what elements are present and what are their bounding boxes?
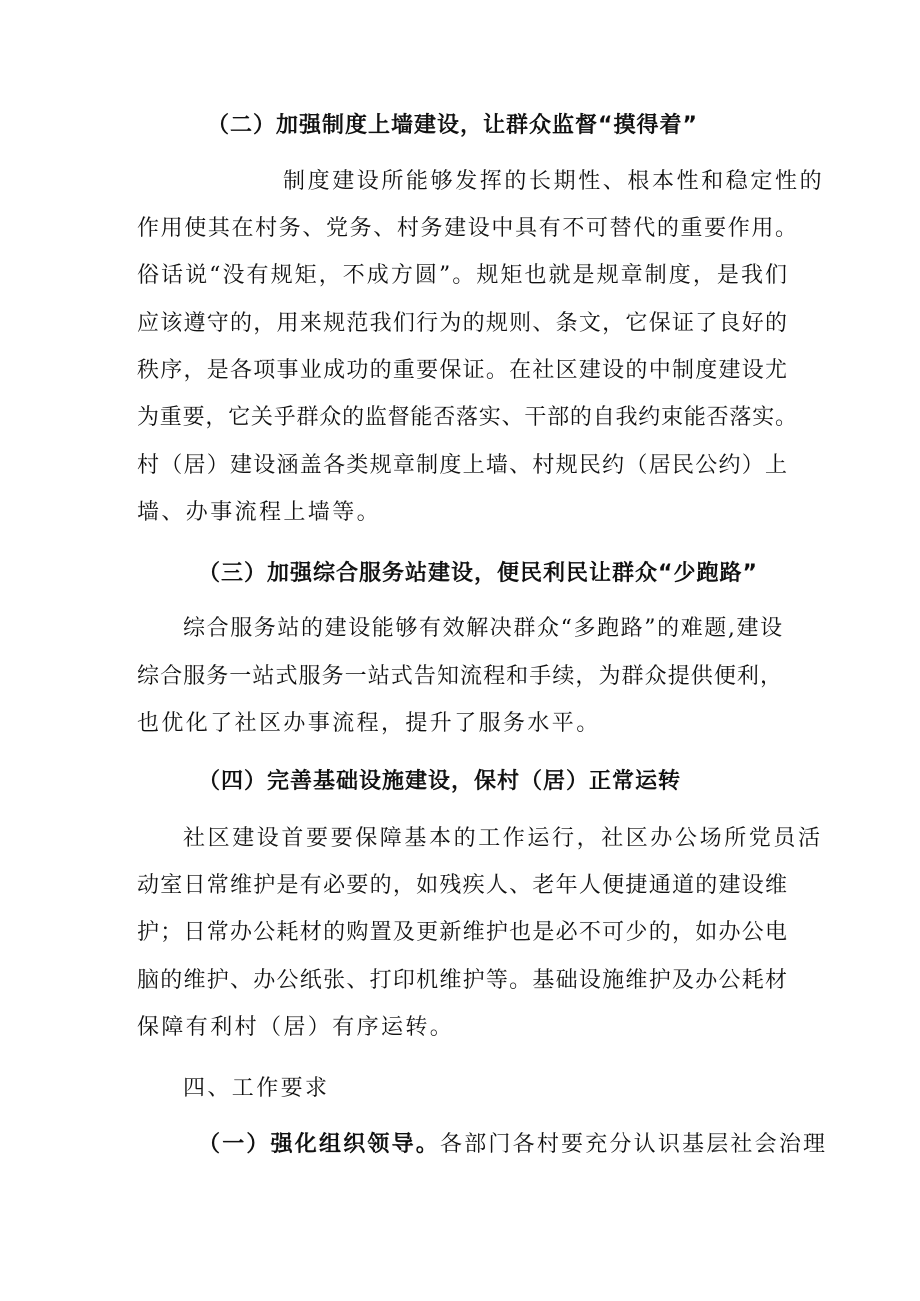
requirement-title: （一）强化组织领导。 <box>198 1132 441 1157</box>
paragraph-line: 综合服务一站式服务一站式告知流程和手续，为群众提供便利， <box>137 664 782 689</box>
paragraph-line: 也优化了社区办事流程，提升了服务水平。 <box>137 711 601 736</box>
paragraph-line: 俗话说“没有规矩，不成方圆”。规矩也就是规章制度，是我们 <box>137 263 787 288</box>
section-heading-2: （二）加强制度上墙建设，让群众监督“摸得着” <box>207 113 698 138</box>
paragraph-line: 动室日常维护是有必要的，如残疾人、老年人便捷通道的建设维 <box>137 873 787 898</box>
paragraph-line: 村（居）建设涵盖各类规章制度上墙、村规民约（居民公约）上 <box>137 453 787 478</box>
requirement-paragraph <box>198 1127 828 1163</box>
requirement-text: 各部门各村要充分认识基层社会治理 <box>440 1132 828 1157</box>
paragraph-line: 综合服务站的建设能够有效解决群众“多跑路”的难题,建设 <box>183 616 784 641</box>
paragraph-line: 制度建设所能够发挥的长期性、根本性和稳定性的 <box>283 169 825 194</box>
section-heading-4: （四）完善基础设施建设，保村（居）正常运转 <box>198 769 682 794</box>
paragraph-line: 秩序，是各项事业成功的重要保证。在社区建设的中制度建设尤 <box>137 358 787 383</box>
paragraph-line: 为重要，它关乎群众的监督能否落实、干部的自我约束能否落实。 <box>137 405 797 430</box>
paragraph-line: 墙、办事流程上墙等。 <box>137 500 382 525</box>
part-heading: 四、工作要求 <box>183 1076 330 1101</box>
paragraph-line: 作用使其在村务、党务、村务建设中具有不可替代的重要作用。 <box>137 216 797 241</box>
paragraph-line: 社区建设首要要保障基本的工作运行，社区办公场所党员活 <box>183 826 823 851</box>
paragraph-line: 脑的维护、办公纸张、打印机维护等。基础设施维护及办公耗材 <box>137 968 787 993</box>
section-heading-3: （三）加强综合服务站建设，便民利民让群众“少跑路” <box>198 561 758 586</box>
paragraph-line: 保障有利村（居）有序运转。 <box>137 1015 455 1040</box>
paragraph-line: 应该遵守的，用来规范我们行为的规则、条文，它保证了良好的 <box>137 311 787 336</box>
paragraph-line: 护；日常办公耗材的购置及更新维护也是必不可少的，如办公电 <box>137 920 787 945</box>
